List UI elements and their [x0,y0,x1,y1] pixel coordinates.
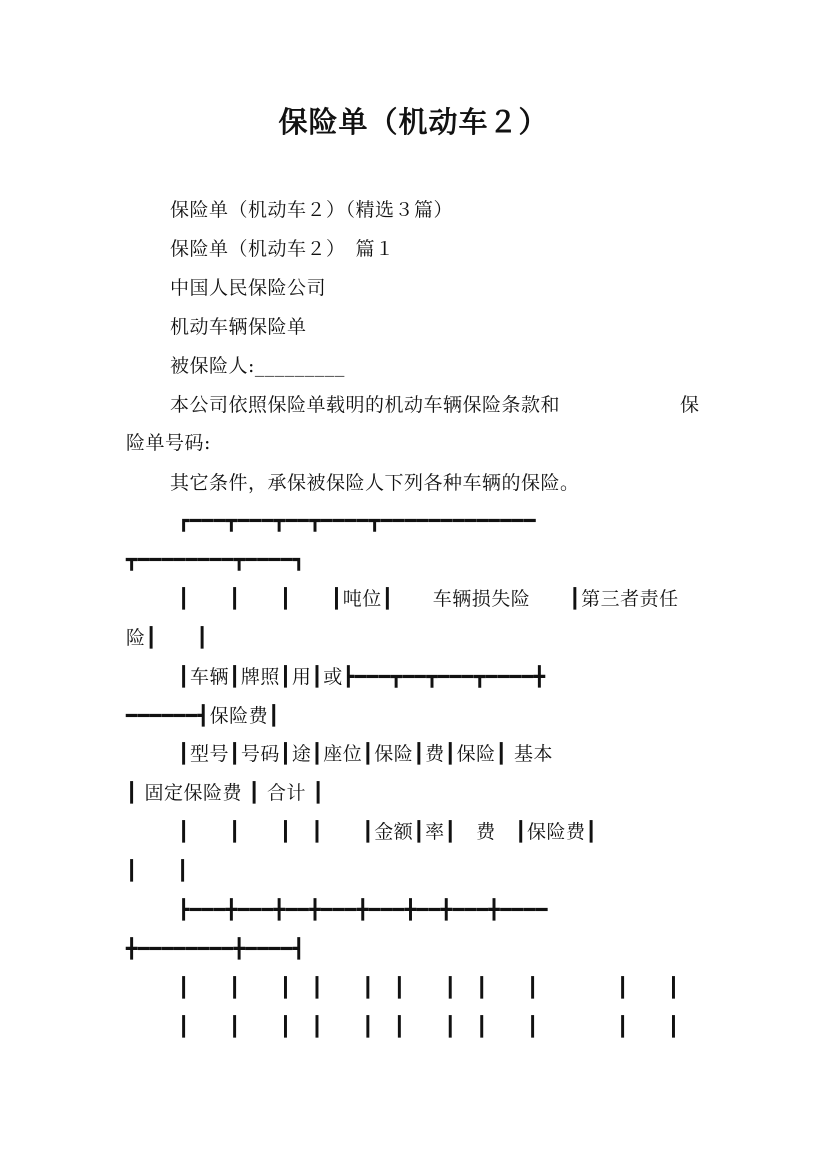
body-text-line-end: 保 [680,394,700,416]
table-header-row-cont: 险┃ ┃ [126,627,209,649]
insured-field: 被保险人:_________ [170,355,345,377]
table-row: ┃ ┃ ┃ ┃ ┃ ┃ ┃ ┃ ┃ ┃ ┃ [178,977,680,999]
section-heading: 保险单（机动车２） 篇１ [170,238,395,260]
document-title: 保险单（机动车２） [278,105,549,139]
table-row: ┃ ┃ ┃ ┃ ┃ ┃ ┃ ┃ ┃ ┃ ┃ [178,1016,680,1038]
table-border-mid: ┣━━━╋━━━╋━━╋━━━╋━━━╋━━╋━━━╋━━━━ [178,899,549,921]
body-text-line: 其它条件，承保被保险人下列各种车辆的保险。 [170,472,580,494]
subtitle-line: 保险单（机动车２）（精选３篇） [170,199,454,221]
policy-name: 机动车辆保险单 [170,316,307,338]
table-header-row-cont: ┃ ┃ [126,860,189,882]
table-border-top: ┏━━━┳━━━┳━━┳━━━━┳━━━━━━━━━━━━━ [178,510,537,532]
body-text-line: 本公司依照保险单载明的机动车辆保险条款和 [170,394,561,416]
company-name: 中国人民保险公司 [170,277,327,299]
table-border-top-cont: ┳━━━━━━━━┳━━━━┓ [126,549,306,571]
table-header-row-cont: ━━━━━━┫保险费┃ [126,705,281,727]
table-header-row: ┃型号┃号码┃途┃座位┃保险┃费┃保险┃ 基本 [178,743,554,765]
table-border-mid-cont: ╋━━━━━━━━╋━━━━┫ [126,938,306,960]
table-header-row: ┃ ┃ ┃ ┃吨位┃ 车辆损失险 ┃第三者责任 [178,588,679,610]
table-header-row-cont: ┃ 固定保险费 ┃ 合计 ┃ [126,782,325,804]
table-header-row: ┃车辆┃牌照┃用┃或┣━━━┳━━┳━━━┳━━━━╋ [178,666,546,688]
table-header-row: ┃ ┃ ┃ ┃ ┃金额┃率┃ 费 ┃保险费┃ [178,821,598,843]
policy-number-label: 险单号码: [126,432,211,454]
